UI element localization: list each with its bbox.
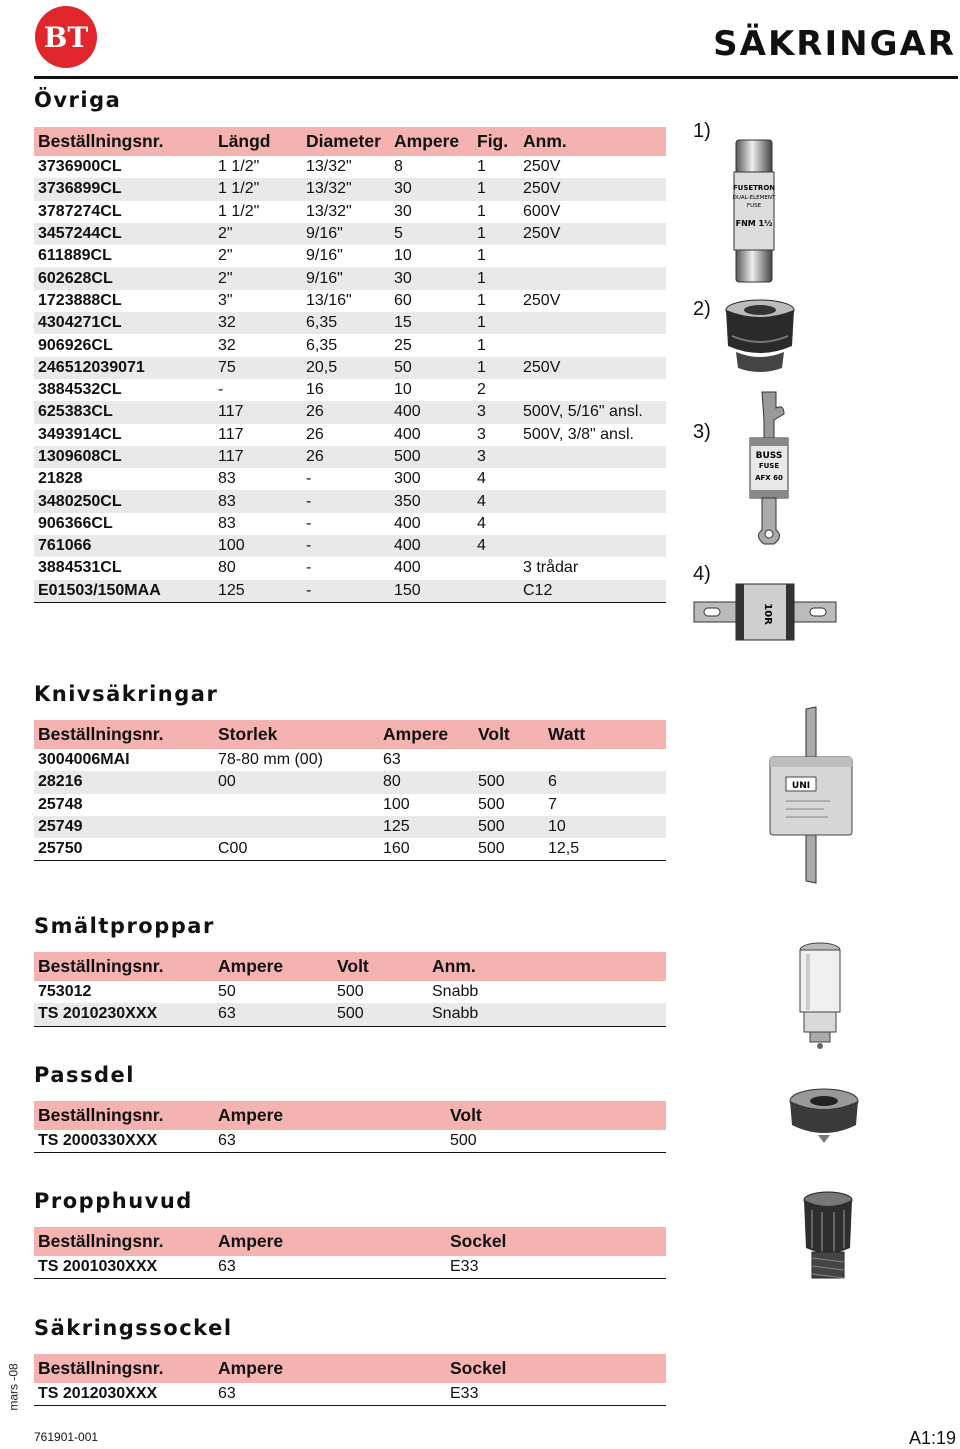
svg-text:FUSE: FUSE (758, 462, 780, 470)
table-cell: 6,35 (302, 312, 390, 334)
table-cell: - (306, 470, 312, 488)
table-cell: 83 (214, 490, 302, 512)
column-header: Ampere (214, 1101, 446, 1130)
table-cell: 63 (214, 1130, 446, 1153)
title-rule (34, 76, 958, 79)
order-number-cell: 3004006MAI (38, 751, 130, 769)
order-number-cell: 3480250CL (34, 490, 214, 512)
order-number-cell: 3884531CL (38, 559, 122, 577)
column-header: Anm. (519, 127, 666, 156)
table-cell: 500 (333, 1003, 428, 1026)
order-number-cell: 21828 (38, 470, 83, 488)
table-row (34, 201, 666, 223)
table-row (34, 981, 666, 1003)
table-cell: 250V (523, 291, 561, 309)
order-number-cell: TS 2012030XXX (34, 1383, 214, 1406)
figure-label-2: 2) (693, 298, 711, 320)
table-cell: 63 (214, 1003, 333, 1026)
table-cell: 1 1/2" (218, 202, 260, 220)
table-cell: 600V (523, 202, 561, 220)
column-header: Storlek (214, 720, 379, 749)
table-cell: 400 (390, 401, 473, 423)
table-cell: 400 (390, 535, 473, 557)
table-cell (519, 468, 666, 490)
column-header: Ampere (379, 720, 474, 749)
table-cell: 400 (394, 425, 421, 443)
table-cell: 3 trådar (523, 559, 579, 577)
table-cell: 250V (519, 223, 666, 245)
table-cell: 9/16" (302, 223, 390, 245)
column-header: Beställningsnr. (34, 720, 214, 749)
table-cell: 500 (337, 983, 364, 1001)
svg-text:10R: 10R (762, 603, 773, 625)
table-row (34, 557, 666, 579)
table-cell: 9/16" (302, 267, 390, 289)
column-header: Volt (333, 952, 428, 981)
svg-text:FUSETRON: FUSETRON (732, 184, 776, 192)
table-cell (519, 379, 666, 401)
logo-text: BT (43, 21, 89, 54)
table-cell: 75 (214, 357, 302, 379)
table-row (34, 223, 666, 245)
table-cell: 16 (306, 381, 324, 399)
bt-logo (34, 5, 98, 69)
table-cell (519, 535, 666, 557)
table-cell (519, 245, 666, 267)
table-cell: 100 (383, 795, 410, 813)
table-cell: 400 (394, 559, 421, 577)
order-number-cell: 25749 (34, 816, 214, 838)
table-cell: 32 (214, 312, 302, 334)
table-cell: - (302, 490, 390, 512)
table-passdel (34, 1101, 666, 1153)
table-cell: 1 1/2" (218, 158, 260, 176)
table-cell: 117 (214, 446, 302, 468)
order-number-cell: 4304271CL (34, 312, 214, 334)
section-title-ovriga: Övriga (34, 88, 122, 112)
table-cell: 26 (302, 446, 390, 468)
table-cell: 15 (390, 312, 473, 334)
svg-text:FNM 1½: FNM 1½ (735, 219, 773, 228)
column-header: Beställningsnr. (34, 952, 214, 981)
column-header: Watt (544, 720, 666, 749)
table-cell: 250V (519, 178, 666, 200)
table-cell: 10 (394, 381, 412, 399)
table-row (34, 401, 666, 423)
table-cell: 500 (446, 1130, 666, 1153)
table-cell (473, 580, 519, 603)
table-row (34, 334, 666, 356)
table-cell: 1 (473, 178, 519, 200)
table-cell: E33 (446, 1383, 666, 1406)
svg-text:DUAL-ELEMENT: DUAL-ELEMENT (732, 195, 776, 201)
table-cell: 80 (379, 771, 474, 793)
svg-text:FUSE: FUSE (746, 203, 762, 209)
table-row (34, 245, 666, 267)
table-cell (473, 557, 519, 579)
column-header: Beställningsnr. (34, 1227, 214, 1256)
page-number: A1:19 (908, 1428, 956, 1448)
column-header: Ampere (214, 952, 333, 981)
table-cell: 500 (474, 838, 544, 861)
table-cell: E33 (446, 1256, 666, 1279)
table-cell: 1 (477, 247, 486, 265)
table-cell: 3" (218, 291, 233, 309)
table-cell: 1 (477, 158, 486, 176)
table-cell: 3 (477, 425, 486, 443)
table-ovriga (34, 127, 666, 603)
column-header: Ampere (214, 1227, 446, 1256)
table-cell: - (302, 535, 390, 557)
table-cell: 500 (390, 446, 473, 468)
table-cell (214, 816, 379, 838)
table-row (34, 1003, 666, 1026)
table-cell: 500 (474, 771, 544, 793)
order-number-cell: TS 2010230XXX (34, 1003, 214, 1026)
table-cell: 8 (394, 158, 403, 176)
table-cell: 00 (214, 771, 379, 793)
table-cell (519, 312, 666, 334)
table-knivsakringar (34, 720, 666, 861)
table-cell: 63 (214, 1383, 446, 1406)
table-cell: C00 (214, 838, 379, 861)
svg-text:BUSS: BUSS (755, 451, 783, 461)
table-cell: Snabb (432, 983, 479, 1001)
table-cell: 6,35 (306, 336, 338, 354)
table-cell (474, 749, 544, 771)
table-cell: Snabb (428, 1003, 666, 1026)
table-cell: 1 (473, 312, 519, 334)
column-header: Sockel (446, 1354, 666, 1383)
table-cell: 1 1/2" (214, 178, 302, 200)
table-cell: 2" (214, 223, 302, 245)
table-cell: 2 (477, 381, 486, 399)
table-cell: 7 (548, 795, 557, 813)
table-row (34, 1130, 666, 1153)
table-cell: 10 (394, 247, 412, 265)
table-row (34, 312, 666, 334)
table-cell: 6 (544, 771, 666, 793)
table-cell: 117 (214, 401, 302, 423)
table-cell: 250V (523, 158, 561, 176)
table-cell (519, 267, 666, 289)
table-row (34, 1383, 666, 1406)
table-cell: 500V, 5/16" ansl. (519, 401, 666, 423)
fuse-cap-image (796, 1188, 860, 1286)
table-cell: 1 (477, 291, 486, 309)
table-row (34, 490, 666, 512)
table-row (34, 178, 666, 200)
table-row (34, 838, 666, 861)
column-header: Beställningsnr. (34, 127, 214, 156)
table-row (34, 816, 666, 838)
svg-text:AFX 60: AFX 60 (755, 474, 783, 482)
table-sakringssockel (34, 1354, 666, 1406)
table-cell: 25 (394, 336, 412, 354)
table-cell: 125 (379, 816, 474, 838)
table-cell: - (306, 514, 312, 532)
order-number-cell: 1723888CL (38, 291, 122, 309)
column-header: Beställningsnr. (34, 1101, 214, 1130)
table-smaltproppar (34, 952, 666, 1027)
table-cell: 1 (473, 357, 519, 379)
order-number-cell: 3493914CL (38, 425, 122, 443)
table-cell: 13/32" (306, 202, 352, 220)
table-cell: 60 (394, 291, 412, 309)
table-cell: 2" (214, 267, 302, 289)
table-cell: - (218, 381, 224, 399)
table-cell: 1 (477, 336, 486, 354)
order-number-cell: 246512039071 (34, 357, 214, 379)
table-row (34, 771, 666, 793)
table-cell: 63 (383, 751, 401, 769)
page-title: SÄKRINGAR (713, 24, 956, 64)
cartridge-fuse-image (730, 138, 778, 284)
table-cell: 100 (214, 535, 302, 557)
side-date: mars -08 (6, 1363, 21, 1411)
table-cell: 83 (218, 470, 236, 488)
table-cell: 500 (474, 816, 544, 838)
table-cell: 500V, 3/8" ansl. (523, 425, 634, 443)
order-number-cell: 28216 (34, 771, 214, 793)
column-header: Sockel (446, 1227, 666, 1256)
table-cell: 13/32" (306, 158, 352, 176)
section-title-passdel: Passdel (34, 1063, 135, 1087)
table-row (34, 424, 666, 446)
order-number-cell: 3736899CL (34, 178, 214, 200)
column-header: Ampere (214, 1354, 446, 1383)
table-cell: 150 (390, 580, 473, 603)
table-cell: 160 (379, 838, 474, 861)
table-row (34, 1256, 666, 1279)
order-number-cell: 25748 (38, 795, 83, 813)
table-cell: 9/16" (306, 247, 343, 265)
table-cell (519, 513, 666, 535)
table-cell: 78-80 mm (00) (218, 751, 323, 769)
order-number-cell: 761066 (34, 535, 214, 557)
table-cell: 300 (394, 470, 421, 488)
table-cell: 4 (473, 535, 519, 557)
order-number-cell: TS 2001030XXX (34, 1256, 214, 1279)
table-cell: 13/16" (306, 291, 352, 309)
table-cell: 3 (473, 446, 519, 468)
table-cell: - (302, 580, 390, 603)
column-header: Fig. (473, 127, 519, 156)
table-cell: - (306, 559, 312, 577)
svg-text:UNI: UNI (791, 781, 811, 791)
table-cell (214, 794, 379, 816)
order-number-cell: 1309608CL (34, 446, 214, 468)
table-cell: 12,5 (544, 838, 666, 861)
table-cell: 3 (473, 401, 519, 423)
table-cell (519, 490, 666, 512)
column-header: Volt (474, 720, 544, 749)
table-cell: 50 (218, 983, 236, 1001)
table-cell (519, 446, 666, 468)
screw-cap-image (722, 296, 798, 374)
table-cell: 83 (218, 514, 236, 532)
figure-label-1: 1) (693, 120, 711, 142)
column-header: Diameter (302, 127, 390, 156)
table-cell: 1 (473, 223, 519, 245)
table-cell: 13/32" (302, 178, 390, 200)
order-number-cell: 906366CL (38, 514, 113, 532)
table-cell: 30 (394, 202, 412, 220)
table-row (34, 580, 666, 603)
table-row (34, 513, 666, 535)
buss-fuse-image (744, 390, 794, 546)
order-number-cell: 625383CL (34, 401, 214, 423)
knife-fuse-image (760, 705, 860, 885)
section-title-knivsakringar: Knivsäkringar (34, 682, 219, 706)
order-number-cell: 906926CL (38, 336, 113, 354)
table-row (34, 379, 666, 401)
table-cell: 125 (214, 580, 302, 603)
column-header: Ampere (390, 127, 473, 156)
order-number-cell: 3787274CL (38, 202, 122, 220)
table-cell: 4 (477, 514, 486, 532)
order-number-cell: TS 2000330XXX (34, 1130, 214, 1153)
section-title-sakringssockel: Säkringssockel (34, 1316, 233, 1340)
table-cell: 32 (218, 336, 236, 354)
table-cell: 30 (390, 267, 473, 289)
table-propphuvud (34, 1227, 666, 1279)
table-cell: 5 (390, 223, 473, 245)
table-cell: 400 (394, 514, 421, 532)
order-number-cell: 25750 (34, 838, 214, 861)
figure-label-4: 4) (693, 563, 711, 585)
table-row (34, 794, 666, 816)
table-cell: C12 (519, 580, 666, 603)
order-number-cell: 3457244CL (34, 223, 214, 245)
table-cell (519, 334, 666, 356)
table-row (34, 290, 666, 312)
table-row (34, 156, 666, 178)
column-header: Längd (214, 127, 302, 156)
order-number-cell: 753012 (38, 983, 92, 1001)
table-row (34, 468, 666, 490)
order-number-cell: 3884532CL (38, 381, 122, 399)
table-cell: 350 (390, 490, 473, 512)
order-number-cell: 611889CL (38, 247, 112, 265)
table-row (34, 446, 666, 468)
table-cell: 80 (218, 559, 236, 577)
column-header: Volt (446, 1101, 666, 1130)
document-number: 761901-001 (34, 1430, 99, 1444)
table-row (34, 749, 666, 771)
order-number-cell: 602628CL (34, 267, 214, 289)
column-header: Anm. (428, 952, 666, 981)
table-cell: 117 (218, 425, 244, 443)
fuse-cartridge-image (790, 940, 850, 1050)
table-row (34, 535, 666, 557)
table-row (34, 267, 666, 289)
table-cell: 20,5 (302, 357, 390, 379)
column-header: Beställningsnr. (34, 1354, 214, 1383)
table-cell: 26 (302, 401, 390, 423)
table-cell: 1 (477, 202, 486, 220)
table-cell: 26 (306, 425, 324, 443)
table-cell: 4 (473, 490, 519, 512)
section-title-propphuvud: Propphuvud (34, 1189, 193, 1213)
order-number-cell: E01503/150MAA (34, 580, 214, 603)
bolted-fuse-image (692, 580, 838, 644)
table-cell: 10 (544, 816, 666, 838)
table-row (34, 357, 666, 379)
table-cell: 250V (519, 357, 666, 379)
table-cell: 63 (214, 1256, 446, 1279)
section-title-smaltproppar: Smältproppar (34, 914, 215, 938)
table-cell: 50 (390, 357, 473, 379)
table-cell: 4 (477, 470, 486, 488)
gauge-piece-image (786, 1085, 862, 1145)
table-cell: 30 (390, 178, 473, 200)
table-cell: 500 (478, 795, 505, 813)
table-cell: 1 (473, 267, 519, 289)
table-cell: 2" (218, 247, 233, 265)
order-number-cell: 3736900CL (38, 158, 122, 176)
figure-label-3: 3) (693, 421, 711, 443)
table-cell (544, 749, 666, 771)
